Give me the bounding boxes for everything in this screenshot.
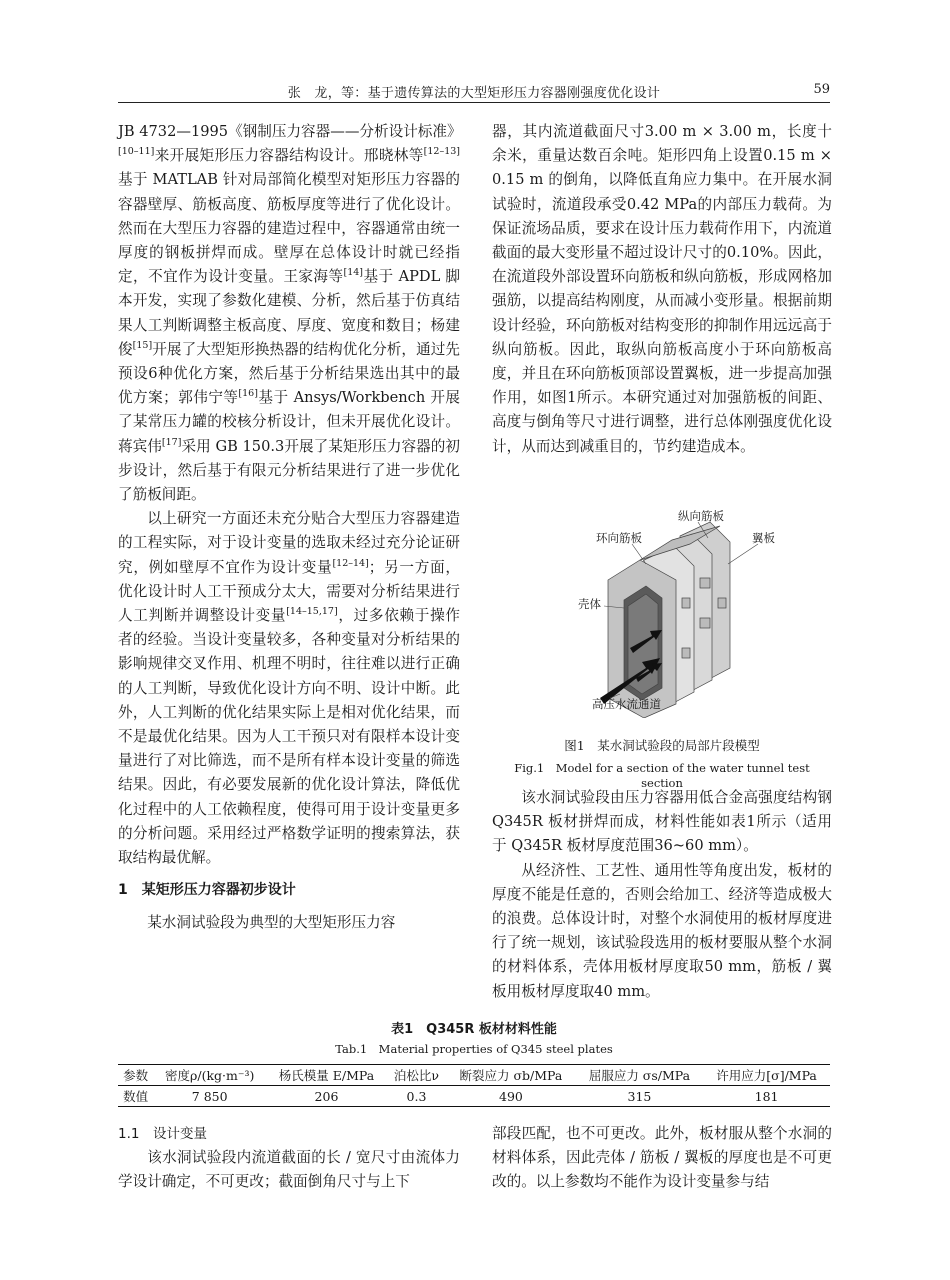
- table-cell: 181: [754, 1088, 779, 1104]
- paragraph-fixed-parameters: 部段匹配，也不可更改。此外，板材服从整个水洞的材料体系，因此壳体 / 筋板 / 翼板的厚度也是不可更改的。以上参数均不能作为设计变量参与结: [492, 1125, 832, 1191]
- label-shell: 壳体: [578, 597, 601, 611]
- table-header-cell: 密度ρ/(kg·m⁻³): [165, 1068, 255, 1083]
- table-1: [118, 1064, 830, 1107]
- label-longitudinal-rib: 纵向筋板: [678, 509, 724, 523]
- paragraph-material: 该水洞试验段由压力容器用低合金高强度结构钢 Q345R 板材拼焊而成，材料性能如表1所示（适用于 Q345R 板材厚度范围36~60 mm）。: [492, 789, 832, 855]
- table-1-caption-cn: 表1 Q345R 板材材料性能: [391, 1022, 557, 1037]
- table-cell: 7 850: [191, 1088, 228, 1104]
- table-header-cell: 断裂应力 σb/MPa: [459, 1068, 563, 1083]
- table-1-caption-en: Tab.1 Material properties of Q345 steel plates: [335, 1042, 613, 1056]
- citation: [10–11]: [118, 146, 155, 158]
- figure-1: [580, 508, 790, 718]
- citation: [17]: [161, 436, 182, 448]
- label-hoop-rib: 环向筋板: [596, 531, 642, 545]
- header-title: 张 龙，等：基于遗传算法的大型矩形压力容器刚强度优化设计: [287, 86, 661, 101]
- table-header-cell: 泊松比ν: [393, 1068, 440, 1083]
- table-header-cell: 杨氏模量 E/MPa: [278, 1068, 375, 1083]
- table-header-cell: 参数: [123, 1068, 149, 1083]
- table-cell: 206: [314, 1088, 339, 1104]
- table-cell: 490: [499, 1088, 523, 1104]
- figure-1-caption-en: Fig.1 Model for a section of the water tunnel test section: [514, 761, 810, 790]
- paragraph-intro-section1: 某水洞试验段为典型的大型矩形压力容: [147, 913, 396, 931]
- table-row: [118, 1086, 830, 1107]
- citation: [12–14]: [332, 557, 369, 569]
- citation: [14–15,17]: [286, 606, 338, 618]
- table-header-row: [118, 1065, 830, 1086]
- citation: [12–13]: [423, 146, 460, 158]
- running-header: [118, 78, 830, 103]
- label-flange-plate: 翼板: [752, 531, 775, 545]
- table-cell: 数值: [123, 1089, 149, 1104]
- table-header-cell: 屈服应力 σs/MPa: [588, 1068, 691, 1083]
- paragraph-related-work: JB 4732—1995《钢制压力容器——分析设计标准》[10–11]来开展矩形压力容器结构设计。邢晓林等[12–13]基于 MATLAB 针对局部简化模型对矩形压力容器的容器壁厚、筋板高度、筋板厚度等进行了优化设计。然而在大型压力容器的建造过程中，容器通常由统一厚度的钢板拼焊而成。壁厚在总体设计时就已经指定，不宜作为设计变量。王家海等[14]基于 APDL 脚本开发，实现了参数化建模、分析，然后基于仿真结果人工判断调整主板高度、厚度、宽度和数目；杨建俊[15]开展了大型矩形换热器的结构优化分析，通过先预设6种优化方案，然后基于分析结果选出其中的最优方案；郭伟宁等[16]基于 Ansys/Workbench 开展了某常压力罐的校核分析设计，但未开展优化设计。蒋宾伟[17]采用 GB 150.3开展了某矩形压力容器的初步设计，然后基于有限元分析结果进行了进一步优化了筋板间距。: [118, 123, 462, 504]
- table-cell: 0.3: [406, 1088, 427, 1104]
- page-number: 59: [813, 82, 830, 97]
- subsection-heading-1-1: 1.1 设计变量: [118, 1126, 207, 1142]
- paragraph-test-section: 器，其内流道截面尺寸3.00 m × 3.00 m，长度十余米，重量达数百余吨。矩形四角上设置0.15 m × 0.15 m 的倒角，以降低直角应力集中。在开展水洞试验时，流道段承受0.42 MPa的内部压力载荷。为保证流场品质，要求在设计压力载荷作用下，内流道截面的最大变形量不超过设计尺寸的0.10%。因此，在流道段外部设置环向筋板和纵向筋板，形成网格加强筋，以提高结构刚度，从而减小变形量。根据前期设计经验，环向筋板对结构变形的抑制作用远远高于纵向筋板。因此，取纵向筋板高度小于环向筋板高度，并且在环向筋板顶部设置翼板，进一步提高加强作用，如图1所示。本研究通过对加强筋板的间距、高度与倒角等尺寸进行调整，进行总体刚强度优化设计，从而达到减重目的，节约建造成本。: [492, 123, 832, 455]
- label-high-pressure-channel: 高压水流通道: [592, 697, 661, 711]
- right-column-top: [492, 120, 832, 459]
- figure-1-caption-cn: 图1 某水洞试验段的局部片段模型: [564, 738, 760, 753]
- citation: [14]: [343, 267, 363, 279]
- section-heading-1: 1 某矩形压力容器初步设计: [118, 882, 296, 899]
- left-column-bottom: [118, 1122, 460, 1195]
- citation: [16]: [238, 388, 258, 400]
- paragraph-design-variables: 该水洞试验段内流道截面的长 / 宽尺寸由流体力学设计确定，不可更改；截面倒角尺寸与上下: [118, 1149, 460, 1191]
- left-column: [118, 120, 460, 935]
- paragraph-plate-thickness: 从经济性、工艺性、通用性等角度出发，板材的厚度不能是任意的，否则会给加工、经济等造成极大的浪费。总体设计时，对整个水洞使用的板材厚度进行了统一规划，该试验段选用的板材要服从整个水洞的材料体系，壳体用板材厚度取50 mm，筋板 / 翼板用板材厚度取40 mm。: [492, 861, 832, 1000]
- table-cell: 315: [627, 1088, 652, 1104]
- table-header-cell: 许用应力[σ]/MPa: [716, 1068, 817, 1083]
- citation: [15]: [132, 339, 153, 351]
- right-column-bottom: [492, 786, 832, 1004]
- paragraph-limitations: 以上研究一方面还未充分贴合大型压力容器建造的工程实际，对于设计变量的选取未经过充分论证研究，例如壁厚不宜作为设计变量[12–14]；另一方面，优化设计时人工干预成分太大，需要对分析结果进行人工判断并调整设计变量[14–15,17]，过多依赖于操作者的经验。当设计变量较多，各种变量对分析结果的影响规律交叉作用、机理不明时，往往难以进行正确的人工判断，导致优化设计方向不明、设计中断。此外，人工判断的优化结果实际上是相对优化结果，而不是最优化结果。因为人工干预只对有限样本设计变量进行了对比筛选，而不是所有样本设计变量的筛选结果。因此，有必要发展新的优化设计算法，降低优化过程中的人工依赖程度，使得可用于设计变量更多的分析问题。采用经过严格数学证明的搜索算法，获取结构最优解。: [118, 510, 460, 867]
- right-column-bottom-text: [492, 1122, 832, 1195]
